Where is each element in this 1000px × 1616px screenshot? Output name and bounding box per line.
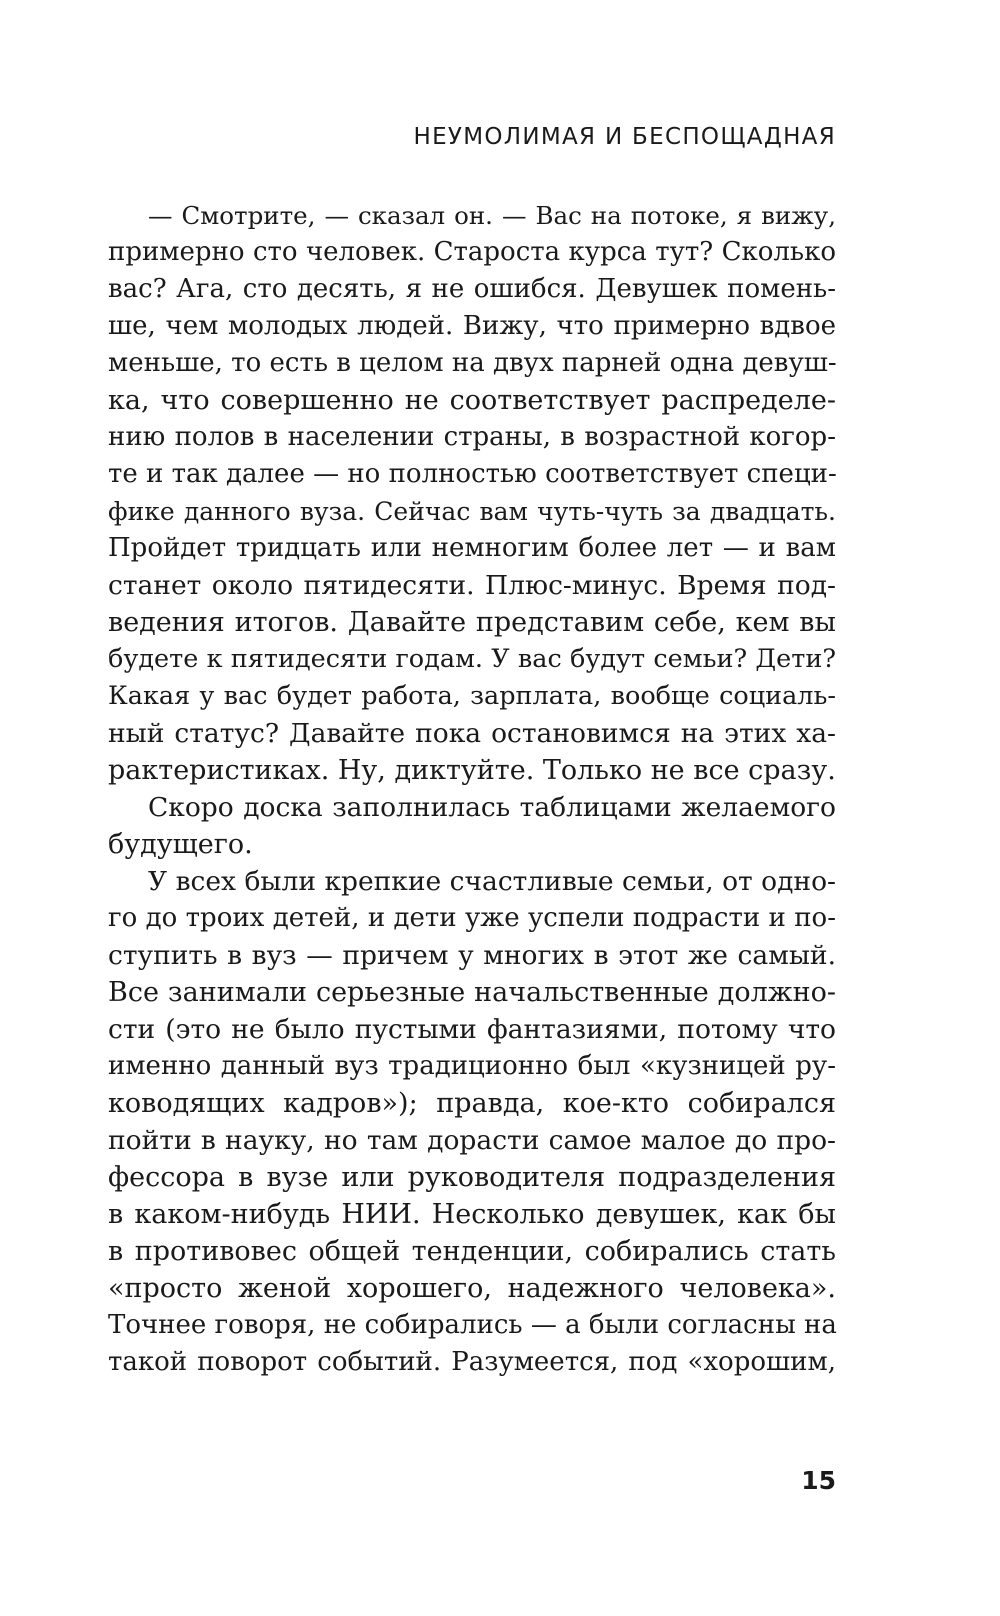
text-line: именно данный вуз традиционно был «кузницей ру- bbox=[108, 1051, 836, 1081]
text-line: Все занимали серьезные начальственные должно- bbox=[108, 977, 836, 1008]
text-line: Какая у вас будет работа, зарплата, вообще социаль- bbox=[108, 681, 836, 711]
text-line: — Смотрите, — сказал он. — Вас на потоке, я вижу, bbox=[148, 201, 836, 230]
text-line: вас? Ага, сто десять, я не ошибся. Девушек помень- bbox=[108, 274, 836, 304]
text-line: сти (это не было пустыми фантазиями, потому что bbox=[108, 1014, 836, 1045]
text-line: станет около пятидесяти. Плюс-минус. Время под- bbox=[108, 570, 836, 601]
text-line: фике данного вуза. Сейчас вам чуть-чуть за двадцать. bbox=[108, 497, 836, 526]
text-line: фессора в вузе или руководителя подразделения bbox=[108, 1162, 836, 1193]
text-line: в каком-нибудь НИИ. Несколько девушек, как бы bbox=[108, 1199, 836, 1230]
text-line: Точнее говоря, не собирались — а были согласны на bbox=[108, 1310, 837, 1340]
text-line: будете к пятидесяти годам. У вас будут семьи? Дети? bbox=[108, 644, 836, 674]
text-line: ный статус? Давайте пока остановимся на этих ха- bbox=[108, 718, 836, 749]
text-line: ступить в вуз — причем у многих в этот же самый. bbox=[108, 940, 836, 971]
running-head-title: НЕУМОЛИМАЯ И БЕСПОЩАДНАЯ bbox=[413, 124, 836, 150]
text-line: будущего. bbox=[108, 829, 253, 860]
text-line: те и так далее — но полностью соответствует специ- bbox=[108, 459, 837, 489]
text-line: ка, что совершенно не соответствует распределе- bbox=[108, 385, 836, 416]
text-line: ководящих кадров»); правда, кое-кто собирался bbox=[108, 1088, 836, 1119]
text-line: го до троих детей, и дети уже успели подрасти и по- bbox=[108, 903, 836, 933]
text-line: Пройдет тридцать или немногим более лет — и вам bbox=[108, 533, 836, 563]
text-line: пойти в науку, но там дорасти самое малое до про- bbox=[108, 1125, 836, 1156]
text-line: рактеристиках. Ну, диктуйте. Только не все сразу. bbox=[108, 755, 836, 786]
text-line: нию полов в населении страны, в возрастной когор- bbox=[108, 422, 836, 452]
text-line: Скоро доска заполнилась таблицами желаемого bbox=[148, 792, 836, 823]
text-line: У всех были крепкие счастливые семьи, от одно- bbox=[148, 866, 836, 897]
page-number: 15 bbox=[801, 1466, 836, 1495]
text-line: примерно сто человек. Староста курса тут? Сколько bbox=[108, 237, 836, 267]
text-line: ше, чем молодых людей. Вижу, что примерно вдвое bbox=[108, 311, 836, 341]
text-line: меньше, то есть в целом на двух парней одна девуш- bbox=[108, 348, 837, 378]
text-line: «просто женой хорошего, надежного человека». bbox=[108, 1273, 836, 1304]
text-line: ведения итогов. Давайте представим себе, кем вы bbox=[108, 607, 836, 638]
text-line: такой поворот событий. Разумеется, под «хорошим, bbox=[108, 1347, 836, 1377]
body-text bbox=[108, 197, 836, 1381]
text-line: в противовес общей тенденции, собирались стать bbox=[108, 1236, 836, 1267]
